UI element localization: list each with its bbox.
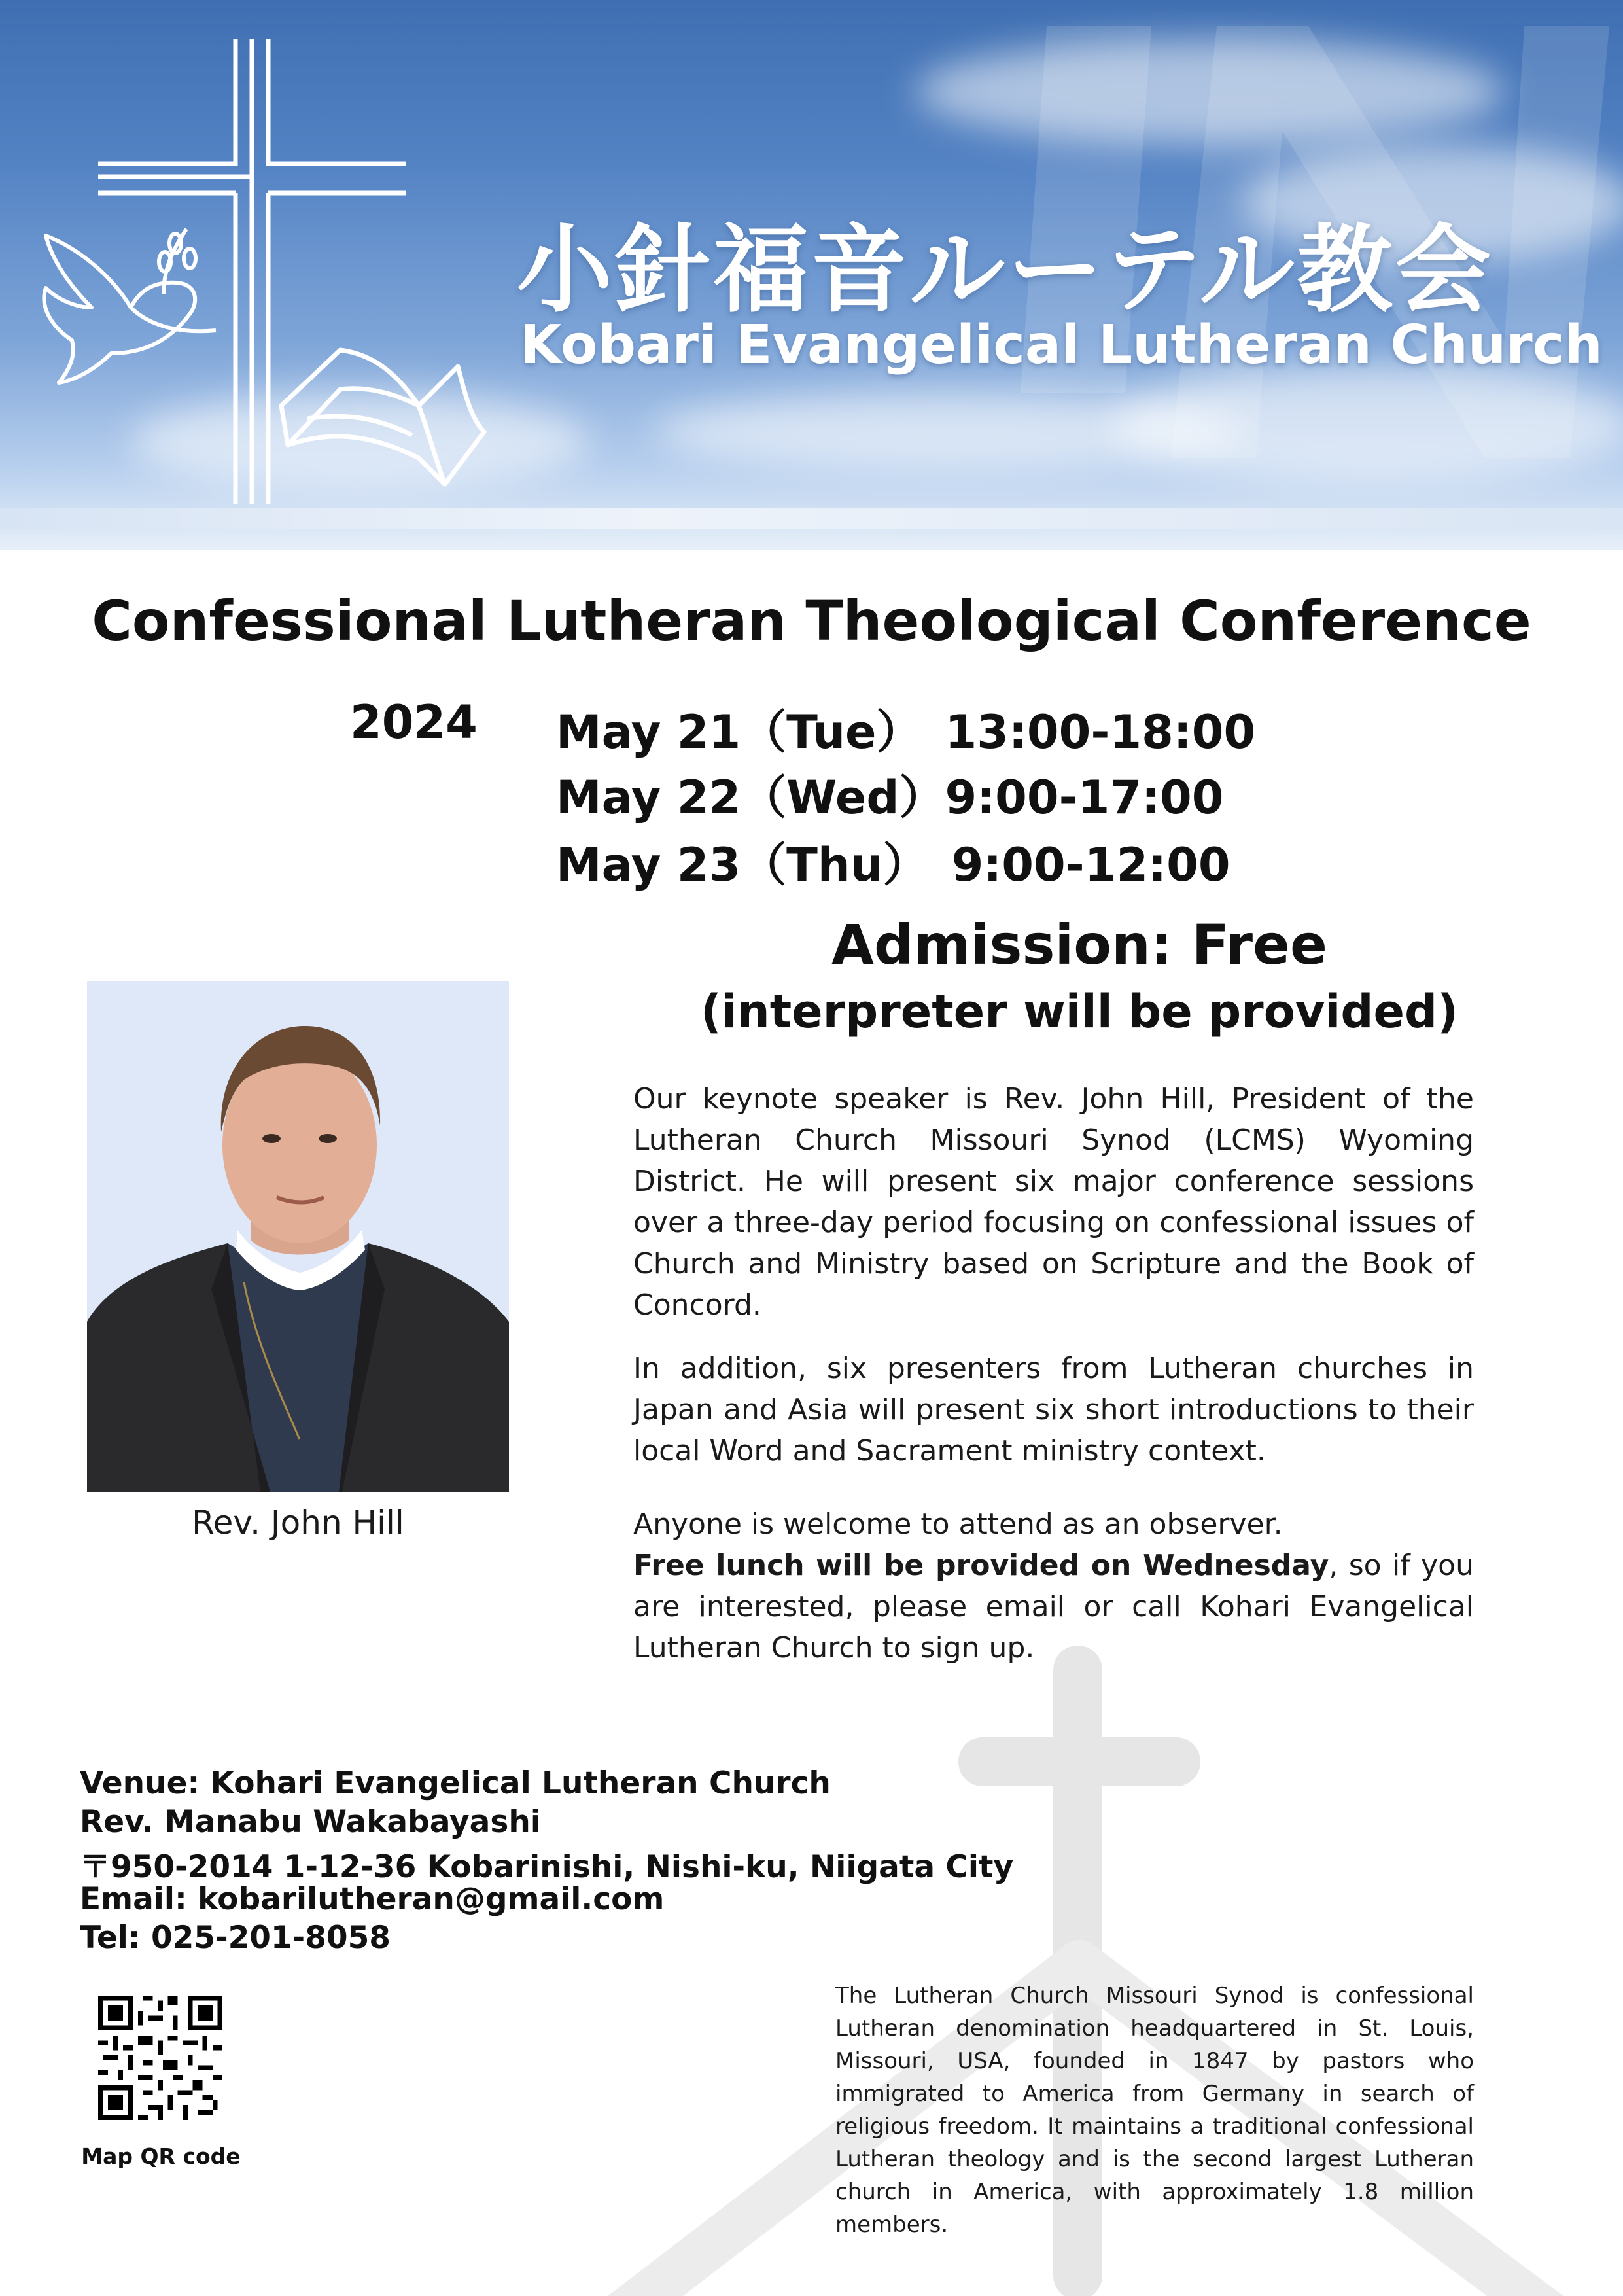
schedule-day: May 21（Tue） 13:00-18:00 bbox=[556, 705, 1256, 759]
speaker-caption: Rev. John Hill bbox=[192, 1504, 404, 1542]
presenters-paragraph: In addition, six presenters from Lutheran churches in Japan and Asia will present six short introductions to their local Word and Sacrament ministry context. bbox=[633, 1352, 1474, 1468]
qr-code-label: Map QR code bbox=[81, 2144, 241, 2169]
schedule-day: May 22（Wed）9:00-17:00 bbox=[556, 771, 1224, 824]
signup-text: , so if you are interested, please email or call Kohari Evangelical Lutheran Church to sign up. bbox=[633, 1549, 1474, 1665]
venue-name: Venue: Kohari Evangelical Lutheran Church bbox=[80, 1765, 831, 1801]
lcms-description: The Lutheran Church Missouri Synod is confessional Lutheran denomination headquartered in St. Louis, Missouri, USA, founded in 1847 by pastors who immigrated to America from Germany in search of religious freedom. It maintains a traditional confessional Lutheran theology and is the second largest Lutheran church in America, with approximately 1.8 million members. bbox=[835, 1983, 1474, 2238]
free-lunch-text: Free lunch will be provided on Wednesday bbox=[633, 1549, 1329, 1582]
observer-line: Anyone is welcome to attend as an observer. bbox=[633, 1508, 1283, 1541]
admission-heading: Admission: Free bbox=[831, 913, 1327, 977]
attendance-paragraph bbox=[633, 1504, 1474, 1669]
church-name-japanese: 小針福音ルーテル教会 bbox=[517, 215, 1493, 326]
venue-phone: Tel: 025-201-8058 bbox=[80, 1920, 391, 1956]
speaker-portrait-icon bbox=[87, 981, 509, 1492]
schedule-day: May 23（Thu） 9:00-12:00 bbox=[556, 838, 1230, 892]
interpreter-note: (interpreter will be provided) bbox=[700, 985, 1459, 1038]
banner-stripe bbox=[0, 508, 1623, 529]
keynote-paragraph: Our keynote speaker is Rev. John Hill, President of the Lutheran Church Missouri Synod (LCMS) Wyoming District. He will present six major conference sessions over a three-day period focusing on confessional issues of Church and Ministry based on Scripture and the Book of Concord. bbox=[633, 1082, 1474, 1322]
dove-icon bbox=[44, 229, 216, 383]
header-banner bbox=[0, 0, 1623, 550]
venue-pastor: Rev. Manabu Wakabayashi bbox=[80, 1804, 541, 1840]
venue-email: Email: kobarilutheran@gmail.com bbox=[80, 1881, 665, 1917]
venue-address: 〒950-2014 1-12-36 Kobarinishi, Nishi-ku, Niigata City bbox=[80, 1849, 1014, 1885]
open-bible-icon bbox=[281, 350, 484, 484]
qr-code-icon[interactable] bbox=[98, 1996, 222, 2120]
church-name-english: Kobari Evangelical Lutheran Church bbox=[520, 314, 1603, 376]
cross-icon bbox=[98, 39, 406, 504]
conference-year: 2024 bbox=[350, 696, 478, 749]
speaker-photo bbox=[87, 981, 509, 1492]
conference-title: Confessional Lutheran Theological Conference bbox=[92, 589, 1531, 653]
